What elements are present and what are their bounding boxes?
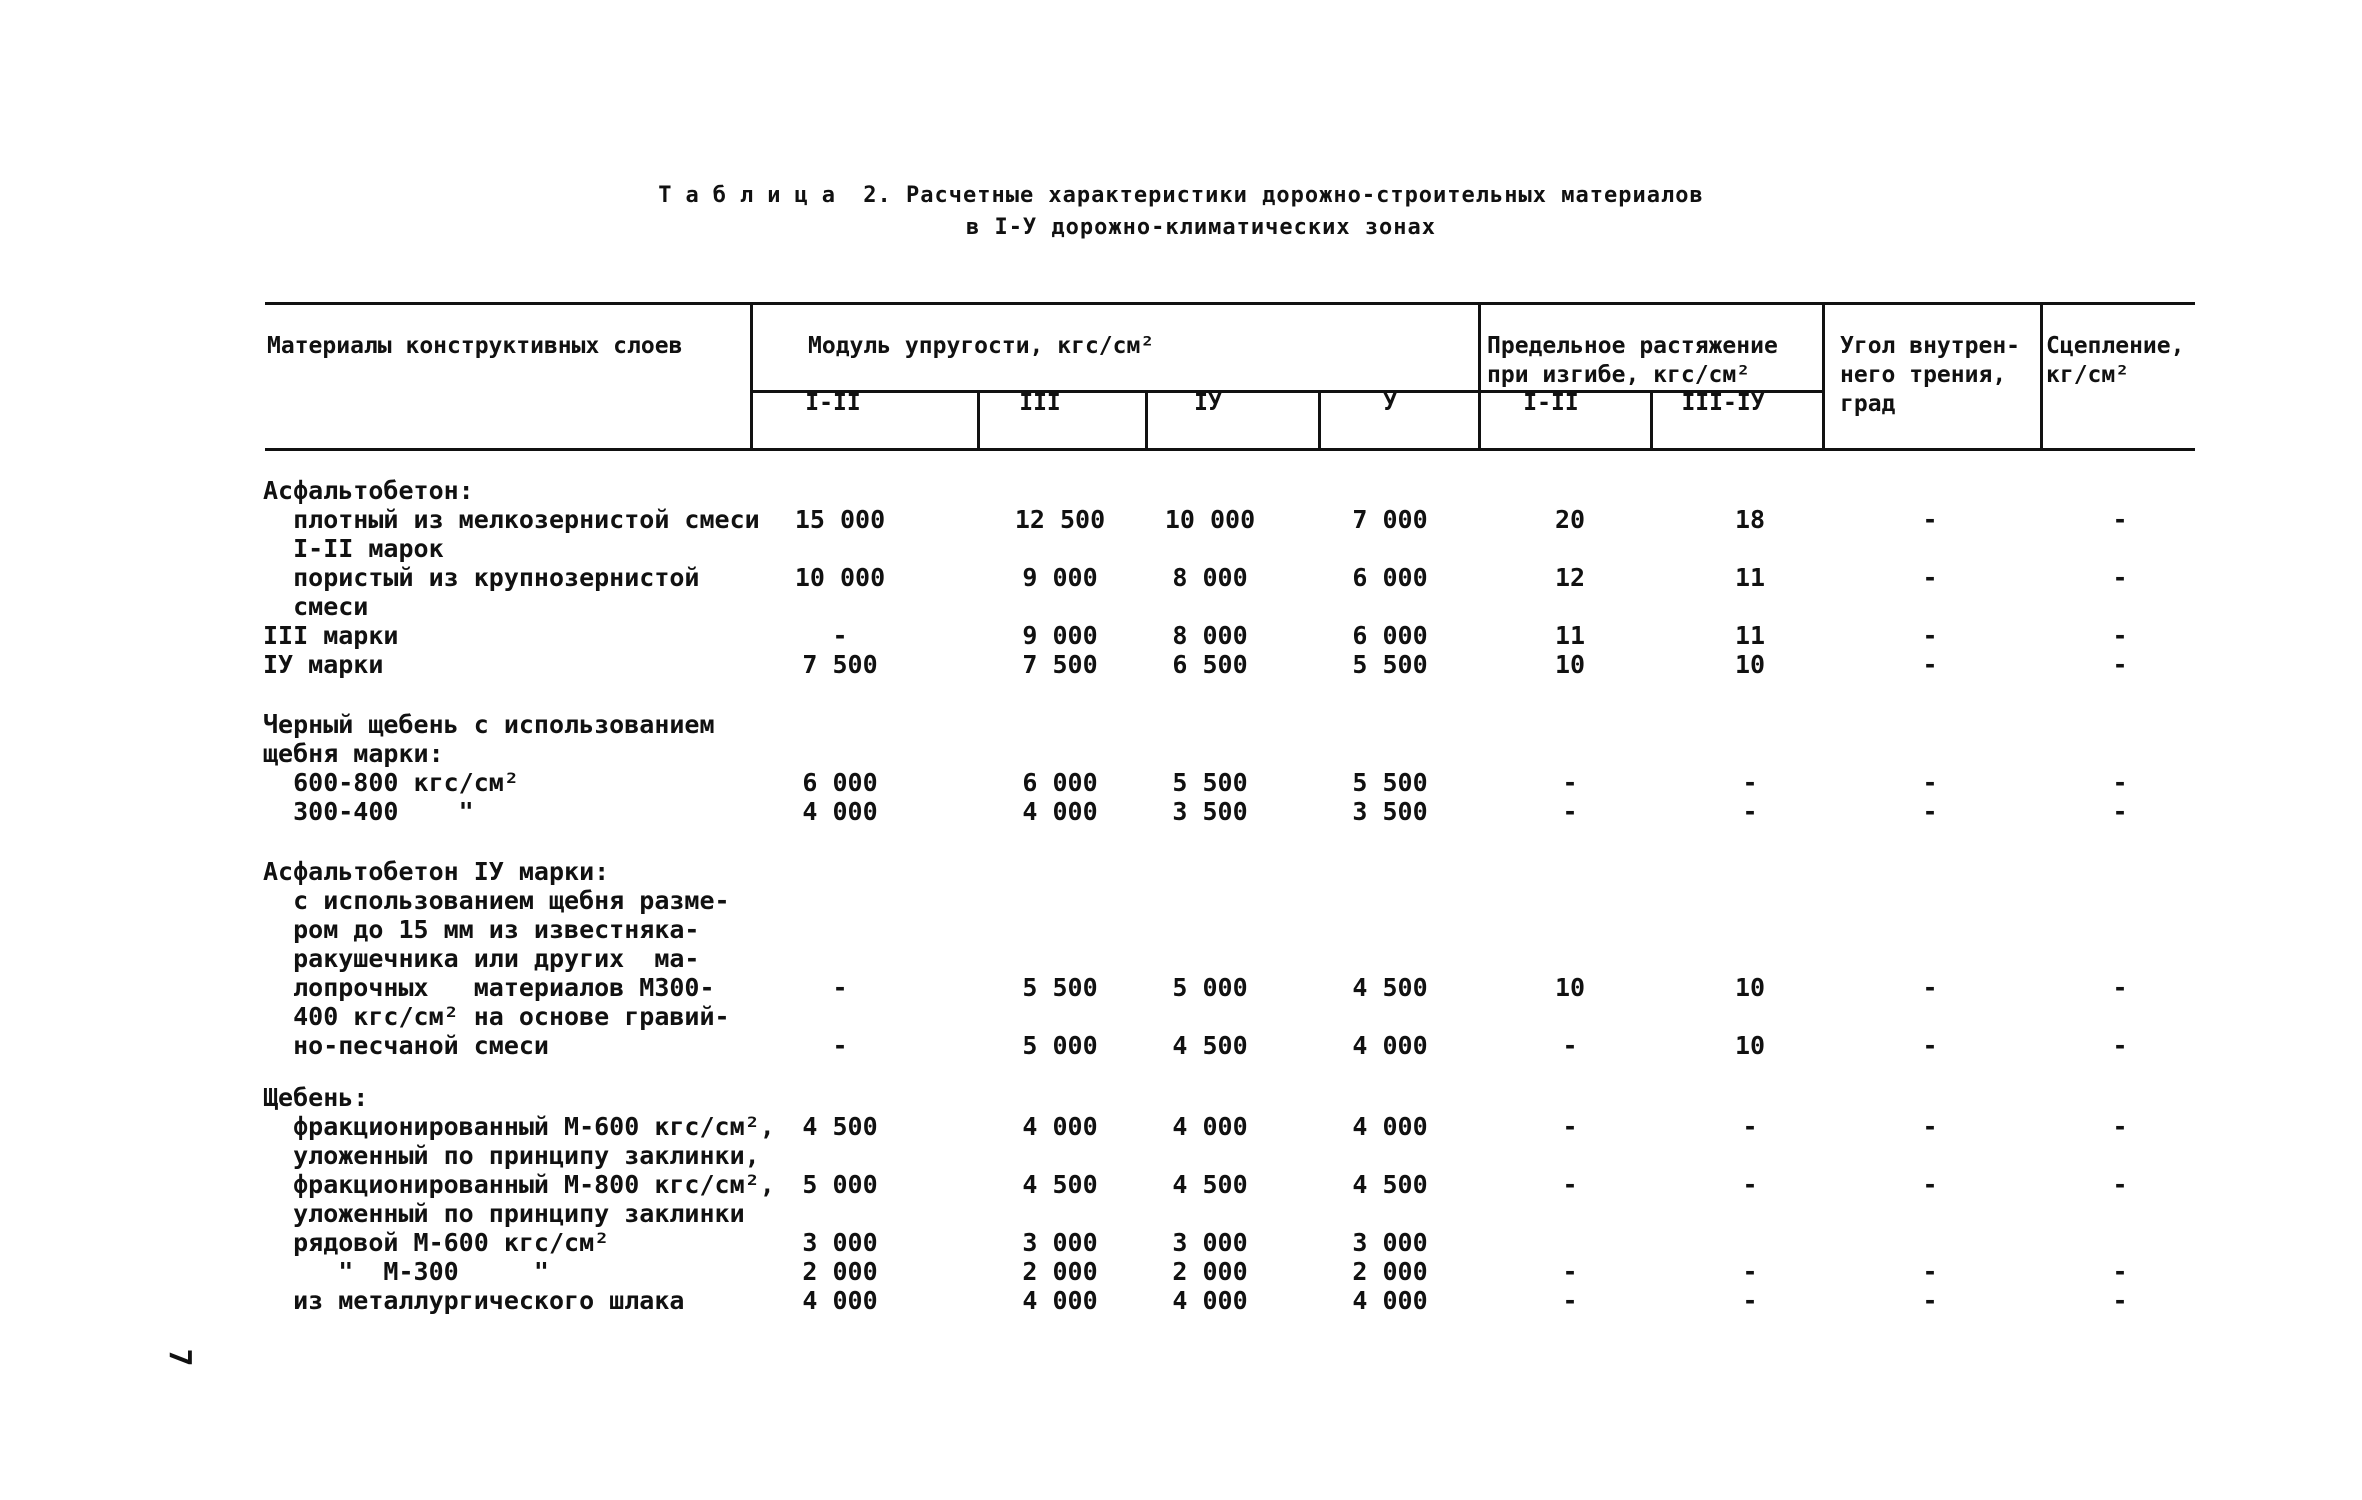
cell-m2: 12 500 (1014, 505, 1106, 534)
cell-f: - (1922, 1286, 1938, 1315)
label-line: но-песчаной смеси (263, 1031, 549, 1060)
cell-f: - (1922, 505, 1938, 534)
cell-t1: - (1562, 1031, 1578, 1060)
cell-m1: 15 000 (794, 505, 886, 534)
label-line: фракционированный М-600 кгс/см², (263, 1112, 775, 1141)
cell-s: - (2112, 621, 2128, 650)
cell-f: - (1922, 650, 1938, 679)
cell-m4: 2 000 (1352, 1257, 1428, 1286)
cell-f: - (1922, 1257, 1938, 1286)
label-line: ракушечника или других ма- (263, 944, 700, 973)
subheader-modulus-4: У (1383, 390, 1397, 416)
cell-t2: - (1742, 1112, 1758, 1141)
cell-m2: 6 000 (1022, 768, 1098, 797)
cell-m3: 4 000 (1172, 1286, 1248, 1315)
header-materials: Материалы конструктивных слоев (267, 333, 683, 359)
col-divider (1478, 302, 1481, 450)
cell-m4: 5 500 (1352, 650, 1428, 679)
cell-m4: 7 000 (1352, 505, 1428, 534)
cell-s: - (2112, 797, 2128, 826)
label-line: плотный из мелкозернистой смеси (263, 505, 760, 534)
cell-f: - (1922, 1031, 1938, 1060)
cell-t1: - (1562, 768, 1578, 797)
header-bottom-rule (265, 448, 2195, 451)
cell-f: - (1922, 768, 1938, 797)
cell-m3: 2 000 (1172, 1257, 1248, 1286)
label-line: ром до 15 мм из известняка- (263, 915, 700, 944)
cell-f: - (1922, 973, 1938, 1002)
cell-m3: 5 500 (1172, 768, 1248, 797)
cell-m1: - (832, 1031, 848, 1060)
cell-m2: 5 000 (1022, 1031, 1098, 1060)
label-line: с использованием щебня разме- (263, 886, 730, 915)
cell-m4: 6 000 (1352, 563, 1428, 592)
label-line: смеси (263, 592, 369, 621)
cell-t1: 11 (1554, 621, 1586, 650)
cell-m3: 10 000 (1164, 505, 1256, 534)
label-line: уложенный по принципу заклинки (263, 1199, 745, 1228)
cell-m2: 4 000 (1022, 1286, 1098, 1315)
cell-m3: 8 000 (1172, 621, 1248, 650)
cell-m3: 4 500 (1172, 1170, 1248, 1199)
col-divider (2040, 302, 2043, 450)
label-line: Черный щебень с использованием (263, 710, 715, 739)
cell-m1: 5 000 (802, 1170, 878, 1199)
cell-m1: 3 000 (802, 1228, 878, 1257)
cell-t2: 10 (1734, 973, 1766, 1002)
cell-m2: 4 500 (1022, 1170, 1098, 1199)
cell-s: - (2112, 768, 2128, 797)
cell-t2: - (1742, 797, 1758, 826)
cell-t1: 10 (1554, 650, 1586, 679)
table-title (0, 183, 2362, 208)
cell-m4: 5 500 (1352, 768, 1428, 797)
label-line: из металлургического шлака (263, 1286, 685, 1315)
cell-m2: 5 500 (1022, 973, 1098, 1002)
label-line: IУ марки (263, 650, 384, 679)
cell-m3: 6 500 (1172, 650, 1248, 679)
cell-t1: - (1562, 797, 1578, 826)
cell-m1: 7 500 (802, 650, 878, 679)
cell-m3: 8 000 (1172, 563, 1248, 592)
cell-s: - (2112, 1170, 2128, 1199)
cell-t1: - (1562, 1112, 1578, 1141)
cell-t1: 12 (1554, 563, 1586, 592)
label-line: рядовой М-600 кгс/см² (263, 1228, 610, 1257)
cell-t2: 10 (1734, 650, 1766, 679)
cell-m2: 4 000 (1022, 1112, 1098, 1141)
cell-t2: - (1742, 1170, 1758, 1199)
subheader-modulus-3: IУ (1194, 390, 1222, 416)
subheader-tensile-1: I-II (1523, 390, 1579, 416)
cell-m4: 3 000 (1352, 1228, 1428, 1257)
label-line: I-II марок (263, 534, 444, 563)
cell-m3: 5 000 (1172, 973, 1248, 1002)
cell-m4: 4 000 (1352, 1112, 1428, 1141)
cell-s: - (2112, 650, 2128, 679)
cell-f: - (1922, 1170, 1938, 1199)
label-line: уложенный по принципу заклинки, (263, 1141, 760, 1170)
label-line: щебня марки: (263, 739, 444, 768)
cell-m1: 4 500 (802, 1112, 878, 1141)
title-line1: 2. Расчетные характеристики дорожно-строительных материалов (863, 183, 1704, 208)
header-tensile: Предельное растяжение при изгибе, кгс/см² (1487, 333, 1778, 388)
col-divider (750, 302, 753, 450)
cell-s: - (2112, 563, 2128, 592)
label-line: фракционированный М-800 кгс/см², (263, 1170, 775, 1199)
table-top-rule (265, 302, 2195, 305)
label-line: " М-300 " (263, 1257, 549, 1286)
cell-m1: - (832, 621, 848, 650)
label-line: лопрочных материалов М300- (263, 973, 715, 1002)
label-line: Щебень: (263, 1083, 369, 1112)
cell-t1: - (1562, 1170, 1578, 1199)
title-prefix: Таблица (658, 183, 849, 208)
cell-m3: 4 000 (1172, 1112, 1248, 1141)
subheader-modulus-2: III (1019, 390, 1061, 416)
cell-m1: 4 000 (802, 797, 878, 826)
cell-f: - (1922, 1112, 1938, 1141)
label-line: 600-800 кгс/см² (263, 768, 519, 797)
cell-t1: 20 (1554, 505, 1586, 534)
cell-m4: 4 500 (1352, 973, 1428, 1002)
cell-m1: 6 000 (802, 768, 878, 797)
cell-t2: 11 (1734, 563, 1766, 592)
cell-f: - (1922, 563, 1938, 592)
cell-t2: 10 (1734, 1031, 1766, 1060)
cell-s: - (2112, 1031, 2128, 1060)
label-line: пористый из крупнозернистой (263, 563, 700, 592)
cell-m2: 9 000 (1022, 563, 1098, 592)
header-friction: Угол внутрен- него трения, град (1840, 333, 2021, 417)
header-modulus: Модуль упругости, кгс/см² (808, 333, 1155, 359)
subheader-tensile-2: III-IУ (1681, 390, 1765, 416)
cell-m1: 4 000 (802, 1286, 878, 1315)
cell-m4: 6 000 (1352, 621, 1428, 650)
cell-m4: 4 000 (1352, 1031, 1428, 1060)
cell-s: - (2112, 1286, 2128, 1315)
cell-m1: 10 000 (794, 563, 886, 592)
label-line: 400 кгс/см² на основе гравий- (263, 1002, 730, 1031)
cell-m2: 4 000 (1022, 797, 1098, 826)
cell-t1: - (1562, 1286, 1578, 1315)
cell-m4: 4 500 (1352, 1170, 1428, 1199)
label-line: 300-400 " (263, 797, 474, 826)
cell-m4: 3 500 (1352, 797, 1428, 826)
subheader-modulus-1: I-II (805, 390, 861, 416)
page-number: 7 (161, 1348, 197, 1367)
cell-m3: 3 000 (1172, 1228, 1248, 1257)
cell-s: - (2112, 505, 2128, 534)
cell-s: - (2112, 1112, 2128, 1141)
cell-s: - (2112, 973, 2128, 1002)
label-line: III марки (263, 621, 399, 650)
col-divider (1822, 302, 1825, 450)
label-line: Асфальтобетон: (263, 476, 474, 505)
cell-t2: - (1742, 1286, 1758, 1315)
col-divider (1318, 390, 1321, 450)
cell-m3: 4 500 (1172, 1031, 1248, 1060)
cell-t2: - (1742, 1257, 1758, 1286)
cell-t2: 11 (1734, 621, 1766, 650)
cell-f: - (1922, 621, 1938, 650)
cell-m2: 9 000 (1022, 621, 1098, 650)
cell-t1: - (1562, 1257, 1578, 1286)
cell-m2: 2 000 (1022, 1257, 1098, 1286)
cell-m2: 3 000 (1022, 1228, 1098, 1257)
table-subtitle: в I-У дорожно-климатических зонах (965, 215, 1437, 240)
cell-m3: 3 500 (1172, 797, 1248, 826)
cell-t1: 10 (1554, 973, 1586, 1002)
cell-t2: - (1742, 768, 1758, 797)
cell-m1: - (832, 973, 848, 1002)
cell-t2: 18 (1734, 505, 1766, 534)
cell-s: - (2112, 1257, 2128, 1286)
cell-f: - (1922, 797, 1938, 826)
cell-m1: 2 000 (802, 1257, 878, 1286)
cell-m4: 4 000 (1352, 1286, 1428, 1315)
cell-m2: 7 500 (1022, 650, 1098, 679)
label-line: Асфальтобетон IУ марки: (263, 857, 610, 886)
header-cohesion: Сцепление, кг/см² (2046, 333, 2185, 388)
